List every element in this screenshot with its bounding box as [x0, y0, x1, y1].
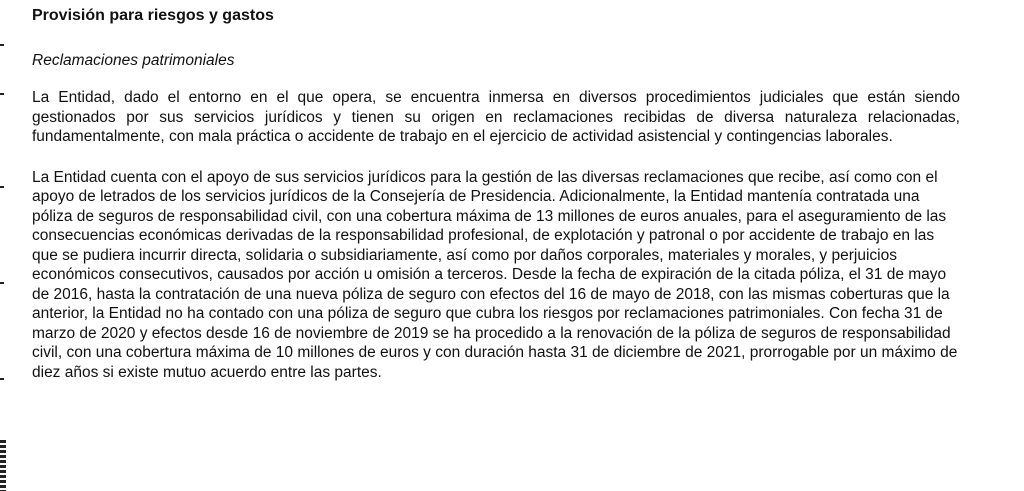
margin-mark [0, 93, 4, 95]
margin-mark [0, 378, 4, 380]
margin-mark [0, 282, 4, 284]
margin-barcode-stamp [0, 440, 6, 491]
margin-mark [0, 186, 4, 188]
margin-mark [0, 44, 4, 46]
document-page [32, 6, 960, 403]
section-subheading: Reclamaciones patrimoniales [32, 52, 235, 69]
section-heading: Provisión para riesgos y gastos [32, 7, 274, 24]
paragraph: La Entidad cuenta con el apoyo de sus servicios jurídicos para la gestión de las diversas reclamaciones que recibe, así como con el apoyo de letrados de los servicios jurídicos de la Consejería de Presidencia. Adicionalmente, la Entidad mantenía contratada una póliza de seguros de responsabilidad civil, con una cobertura máxima de 13 millones de euros anuales, para el aseguramiento de las consecuencias económicas derivadas de la responsabilidad profesional, de explotación y patronal o por accidente de trabajo en las que se pudiera incurrir directa, solidaria o subsidiariamente, así como por daños corporales, materiales y morales, y perjuicios económicos consecutivos, causados por acción u omisión a terceros. Desde la fecha de expiración de la citada póliza, el 31 de mayo de 2016, hasta la contratación de una nueva póliza de seguro con efectos del 16 de mayo de 2018, con las mismas coberturas que la anterior, la Entidad no ha contado con una póliza de seguro que cubra los riesgos por reclamaciones patrimoniales. Con fecha 31 de marzo de 2020 y efectos desde 16 de noviembre de 2019 se ha procedido a la renovación de la póliza de seguros de responsabilidad civil, con una cobertura máxima de 10 millones de euros y con duración hasta 31 de diciembre de 2021, prorrogable por un máximo de diez años si existe mutuo acuerdo entre las partes. [32, 168, 958, 381]
paragraph: La Entidad, dado el entorno en el que opera, se encuentra inmersa en diversos procedimientos judiciales que están siendo gestionados por sus servicios jurídicos y tienen su origen en reclamaciones recibidas de diversa naturaleza relacionadas, fundamentalmente, con mala práctica o accidente de trabajo en el ejercicio de actividad asistencial y contingencias laborales. [32, 89, 960, 145]
